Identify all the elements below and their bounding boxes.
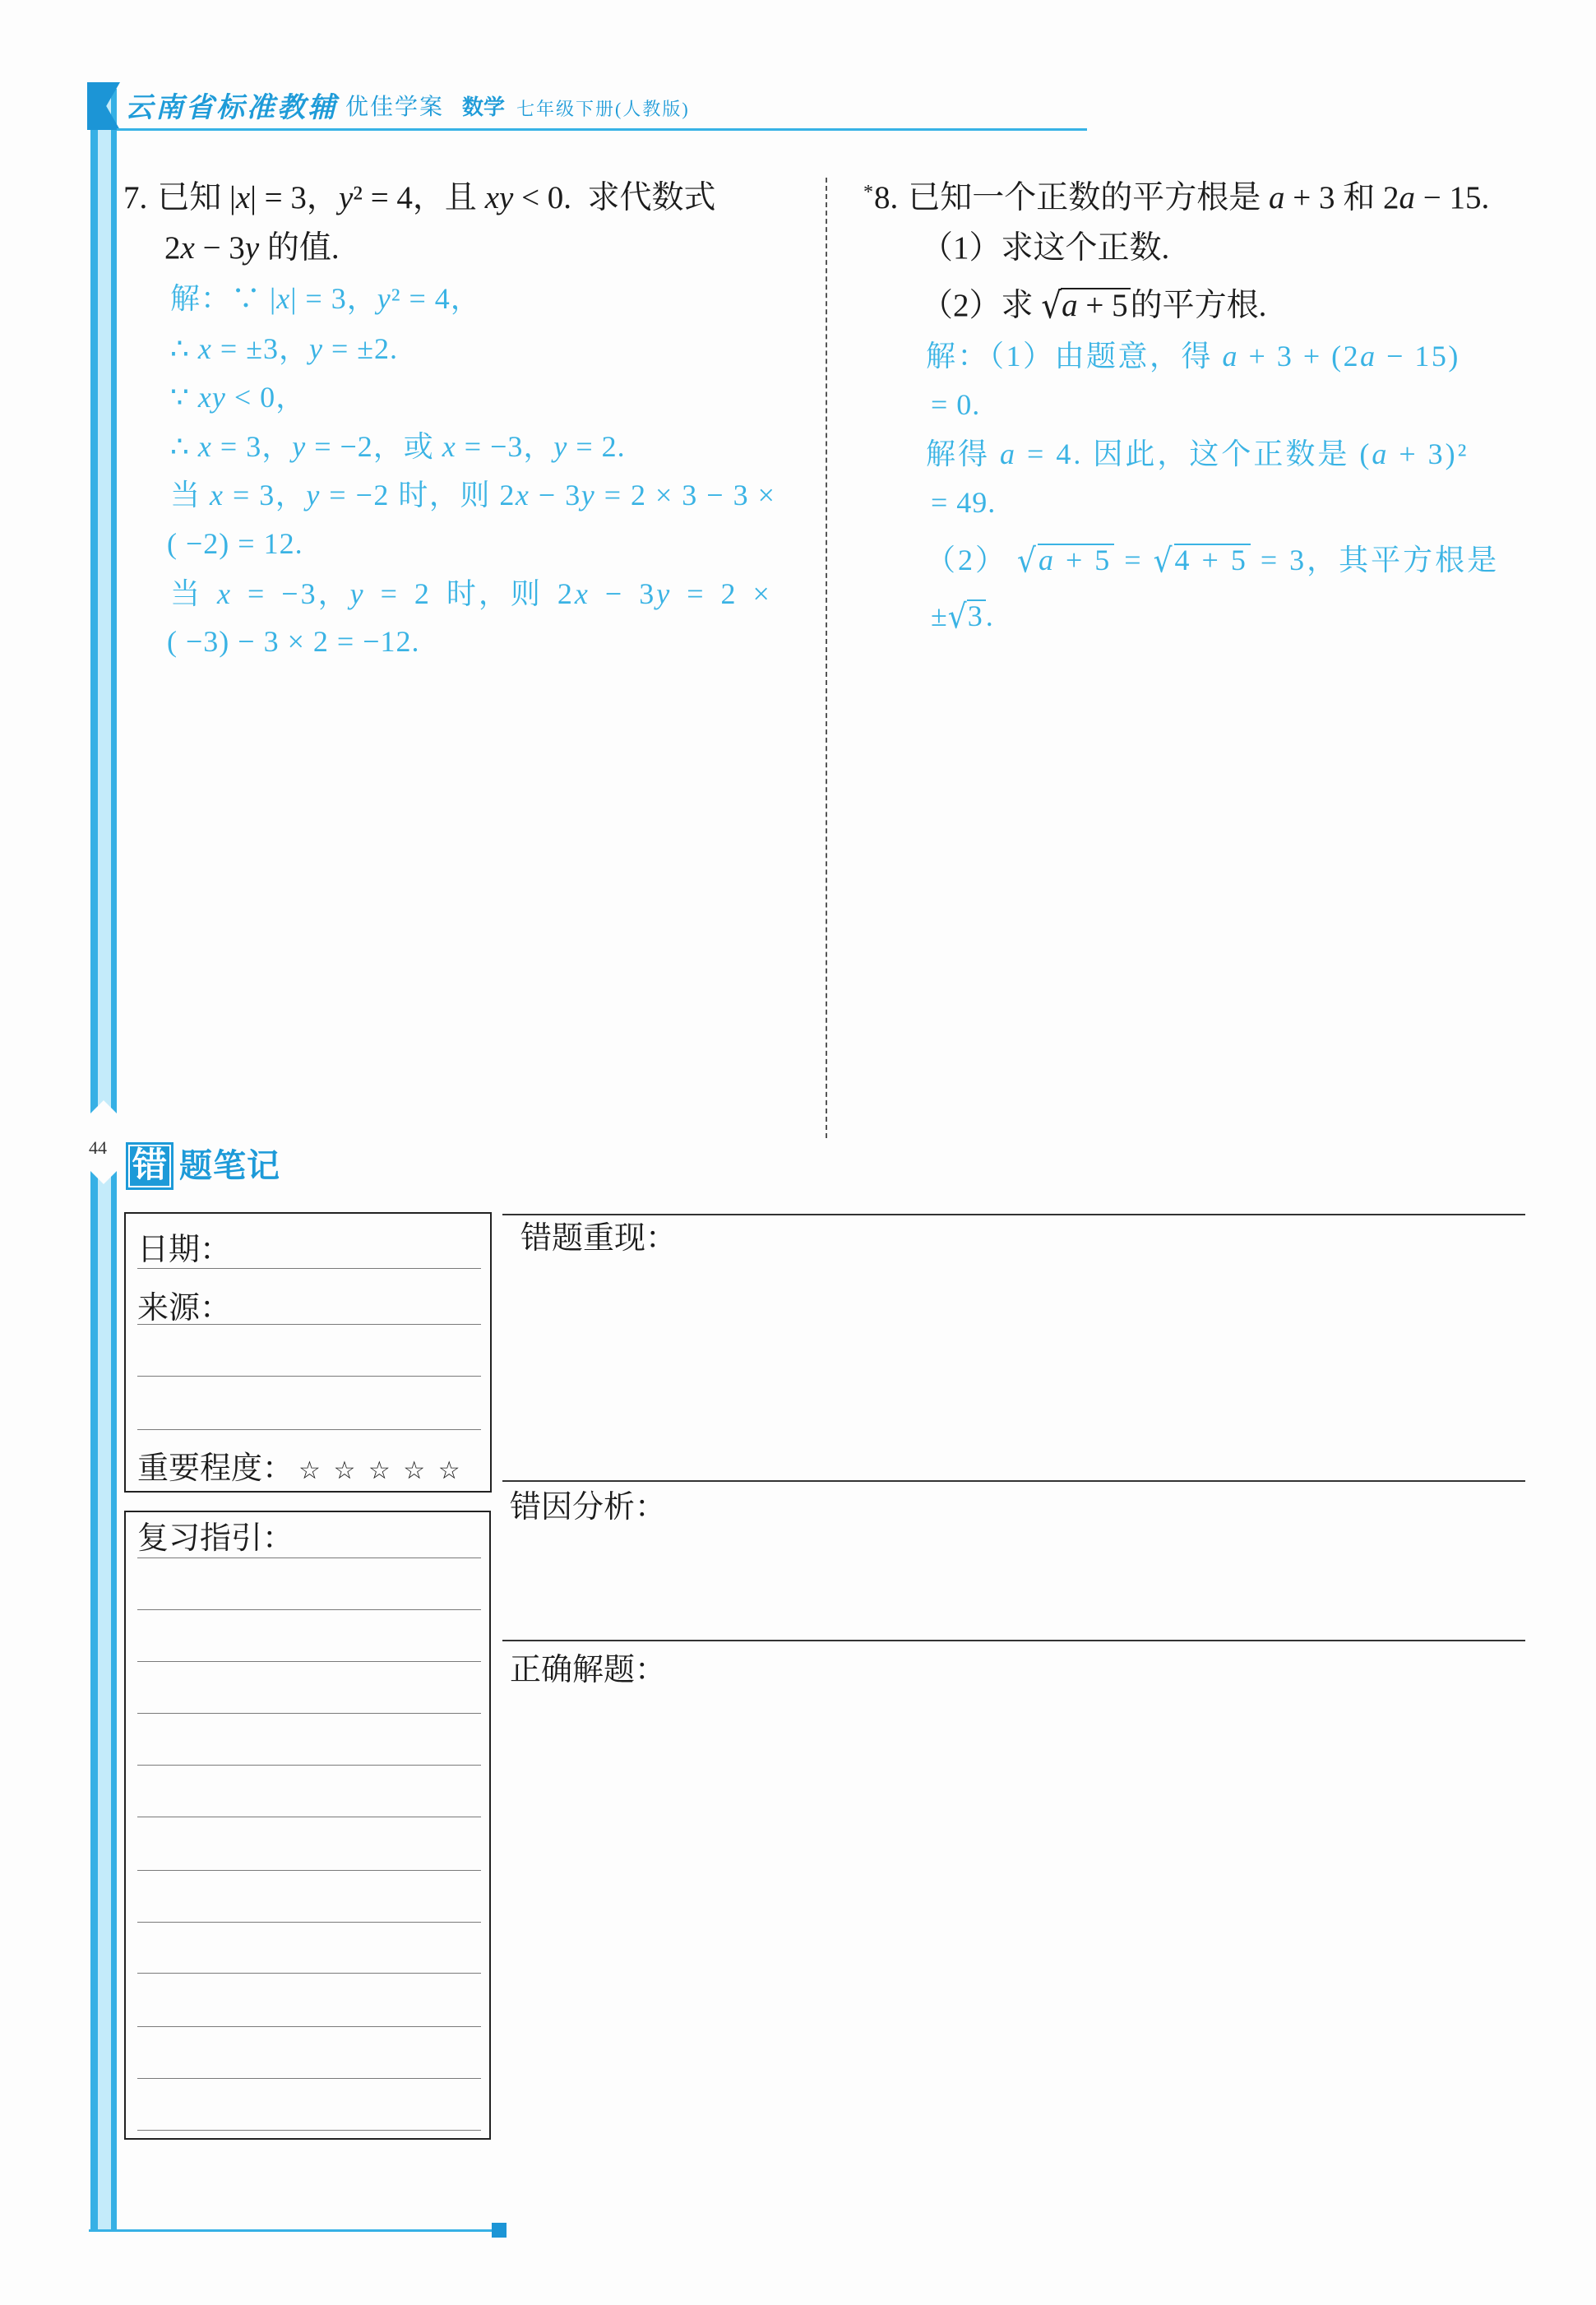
- review-guide-box: [124, 1511, 491, 2140]
- problem-7-stem-text: 已知 |x| = 3，y² = 4，且 xy < 0. 求代数式: [157, 180, 716, 215]
- section-rule: [502, 1640, 1525, 1641]
- radical-sign: √: [1153, 542, 1175, 581]
- math-variable: a: [1038, 544, 1056, 576]
- math-variable: y: [581, 479, 596, 511]
- math-variable: x: [442, 430, 456, 463]
- radical-sign: √: [947, 598, 968, 636]
- grade-label: 七年级下册(人教版): [516, 99, 690, 119]
- part-2-text-before: （2）求: [921, 288, 1042, 323]
- math-variable: x: [197, 332, 212, 365]
- problem-8-stem-line: [863, 178, 1489, 223]
- math-variable: a: [1372, 437, 1390, 470]
- source-label: 来源：: [137, 1291, 232, 1326]
- subject-label: 数学: [462, 95, 506, 119]
- solution-text-before: （2）: [926, 544, 1018, 576]
- problem-8-number: 8.: [874, 180, 899, 215]
- math-variable: a: [1062, 288, 1078, 323]
- error-analysis-label: 错因分析：: [510, 1490, 667, 1525]
- math-variable: y: [349, 577, 366, 610]
- math-variable: x: [574, 577, 590, 610]
- writing-line: [137, 1973, 481, 1974]
- correct-solution-label: 正确解题：: [510, 1653, 667, 1687]
- writing-line: [137, 2026, 481, 2027]
- importance-label: 重要程度：: [137, 1451, 294, 1486]
- square-root: [948, 597, 986, 636]
- solution-text-after: = 3，其平方根是: [1250, 544, 1500, 576]
- margin-bar-bottom: [90, 1171, 117, 2231]
- problem-8-solution-line: [926, 541, 1499, 580]
- square-root: [1154, 541, 1251, 580]
- problem-8-solution-line: 解得 a = 4. 因此，这个正数是 (a + 3)²: [926, 437, 1469, 470]
- math-variable: x: [180, 230, 195, 266]
- problem-8-solution-line: 解：（1）由题意，得 a + 3 + (2a − 15): [926, 340, 1460, 373]
- writing-line: [137, 1922, 481, 1923]
- solution-text-mid: =: [1114, 544, 1154, 576]
- radical-sign: √: [1041, 285, 1062, 327]
- math-variable: xy: [197, 381, 226, 414]
- math-variable: x: [235, 180, 251, 215]
- problem-7-stem-line-1: [123, 178, 716, 219]
- problem-7-solution-line: 当 x = 3，y = −2 时，则 2x − 3y = 2 × 3 − 3 ×: [170, 479, 776, 511]
- writing-line: [137, 1324, 481, 1325]
- problem-7-solution-line: ∵ xy < 0，: [170, 381, 307, 414]
- section-rule: [502, 1214, 1525, 1215]
- plus-minus-sign: ±: [931, 599, 948, 632]
- radicand: a + 5: [1061, 288, 1131, 323]
- math-variable: a: [1269, 180, 1285, 215]
- math-variable: x: [210, 479, 224, 511]
- error-notes-badge-icon: 错: [126, 1142, 173, 1190]
- square-root: [1017, 541, 1114, 580]
- footer-rule: [89, 2229, 497, 2232]
- math-variable: y: [306, 479, 321, 511]
- radicand: 3: [967, 599, 986, 632]
- problem-7-solution-line: ∴ x = 3，y = −2，或 x = −3，y = 2.: [170, 430, 626, 463]
- page-number: 44: [89, 1137, 107, 1158]
- math-variable: a: [1399, 180, 1416, 215]
- math-variable: y: [292, 430, 307, 463]
- footer-square-icon: [492, 2223, 507, 2238]
- writing-line: [137, 2078, 481, 2079]
- writing-line: [137, 1661, 481, 1662]
- writing-line: [137, 1557, 481, 1558]
- math-variable: x: [276, 282, 291, 315]
- header-underline: [117, 128, 1087, 131]
- math-variable: a: [1000, 437, 1018, 470]
- section-rule: [502, 1480, 1525, 1482]
- math-variable: y: [553, 430, 568, 463]
- part-2-text-after: 的平方根.: [1130, 288, 1267, 323]
- problem-7-solution-line: ( −2) = 12.: [167, 527, 303, 560]
- solution-text-after: .: [985, 599, 994, 632]
- writing-line: [137, 1376, 481, 1377]
- math-variable: y: [377, 282, 391, 315]
- problem-7-solution-line: 当 x = −3，y = 2 时，则 2x − 3y = 2 ×: [170, 577, 772, 610]
- date-label: 日期：: [137, 1233, 232, 1267]
- series-title: 云南省标准教辅: [125, 91, 338, 124]
- importance-stars: ☆ ☆ ☆ ☆ ☆: [298, 1456, 463, 1485]
- error-notes-title: 题笔记: [179, 1147, 280, 1184]
- writing-line: [137, 2130, 481, 2131]
- math-variable: y: [338, 180, 354, 215]
- problem-8-solution-line: = 49.: [931, 486, 997, 519]
- math-variable: y: [244, 230, 260, 266]
- problem-7-solution-line: 解：∵ |x| = 3，y² = 4，: [170, 282, 481, 315]
- note-info-box: [124, 1212, 492, 1493]
- radicand: 4 + 5: [1174, 544, 1251, 576]
- writing-line: [137, 1765, 481, 1766]
- writing-line: [137, 1609, 481, 1610]
- writing-line: [137, 1870, 481, 1871]
- optional-problem-marker: *: [863, 182, 873, 203]
- writing-line: [137, 1429, 481, 1430]
- margin-bar-top: [90, 89, 117, 1113]
- book-title: 优佳学案: [345, 95, 445, 120]
- radicand: a + 5: [1038, 544, 1114, 576]
- math-variable: x: [515, 479, 530, 511]
- problem-8-stem-text: 已知一个正数的平方根是 a + 3 和 2a − 15.: [908, 180, 1490, 215]
- problem-7-number: 7.: [123, 180, 148, 215]
- math-variable: a: [1222, 340, 1240, 373]
- problem-8-solution-line: = 0.: [931, 388, 981, 421]
- problem-8-solution-line: [931, 597, 994, 636]
- math-variable: a: [1360, 340, 1377, 373]
- math-variable: x: [197, 430, 212, 463]
- problem-8-part-1: （1）求这个正数.: [921, 230, 1170, 266]
- math-variable: x: [217, 577, 233, 610]
- error-reproduce-label: 错题重现：: [520, 1221, 678, 1256]
- column-divider: [826, 178, 827, 1138]
- problem-8-part-2: [921, 285, 1266, 326]
- math-variable: y: [656, 577, 673, 610]
- writing-line: [137, 1713, 481, 1714]
- square-root: [1041, 285, 1130, 326]
- problem-7-solution-line: ∴ x = ±3，y = ±2.: [170, 332, 398, 365]
- review-guide-label: 复习指引：: [137, 1521, 294, 1556]
- radical-sign: √: [1017, 542, 1039, 581]
- problem-7-solution-line: ( −3) − 3 × 2 = −12.: [167, 625, 420, 658]
- writing-line: [137, 1268, 481, 1269]
- math-variable: xy: [484, 180, 514, 215]
- problem-7-stem-line-2: 2x − 3y 的值.: [164, 230, 340, 266]
- importance-row: [137, 1449, 463, 1491]
- math-variable: y: [308, 332, 323, 365]
